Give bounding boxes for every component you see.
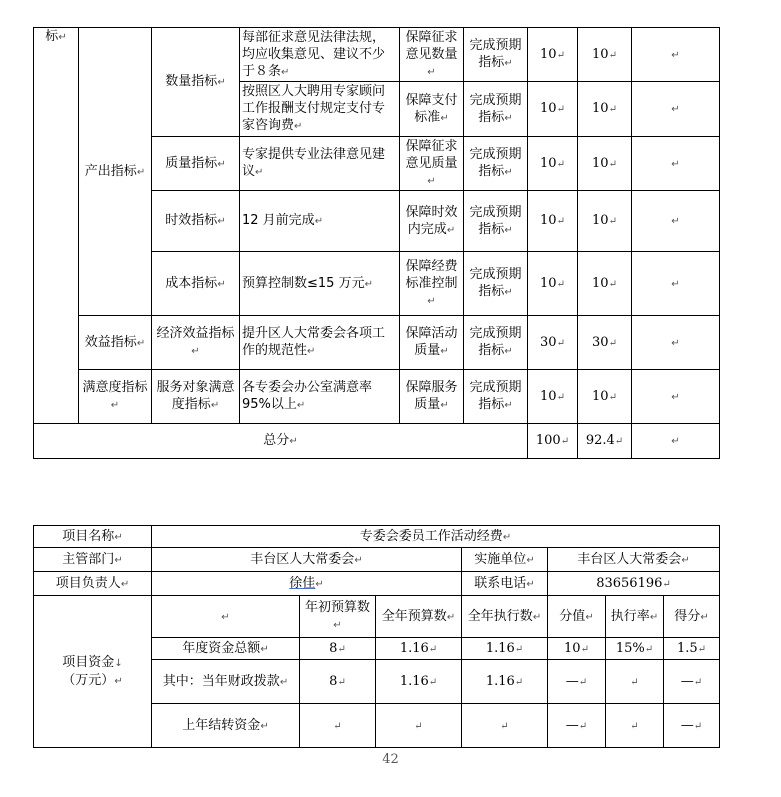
level3-indicator-cost: 成本指标↵ <box>152 252 240 316</box>
indicator-basis: 保障服务质量↵ <box>400 370 464 424</box>
indicator-target: 完成预期指标↵ <box>464 370 528 424</box>
funds-rate: ↵ <box>606 660 664 704</box>
owner-value: 徐佳↵ <box>152 572 462 596</box>
funds-score: 1.5↵ <box>664 638 720 660</box>
indicator-score: 10↵ <box>578 82 632 137</box>
indicator-note: ↵ <box>632 316 720 370</box>
funds-score: —↵ <box>664 704 720 748</box>
header-rate: 执行率↵ <box>606 596 664 638</box>
funds-budget-full: ↵ <box>376 704 462 748</box>
indicator-weight: 10↵ <box>528 252 578 316</box>
total-weight: 100↵ <box>528 424 578 459</box>
indicator-content: 各专委会办公室满意率 95%以上↵ <box>240 370 400 424</box>
indicator-note: ↵ <box>632 137 720 191</box>
funds-budget-start: 8↵ <box>300 660 376 704</box>
indicator-weight: 10↵ <box>528 137 578 191</box>
indicator-target: 完成预期指标↵ <box>464 316 528 370</box>
funds-exec: ↵ <box>462 704 548 748</box>
funds-score-value: —↵ <box>548 704 606 748</box>
level3-indicator-timeliness: 时效指标↵ <box>152 191 240 252</box>
indicator-basis: 保障征求意见数量↵ <box>400 28 464 82</box>
level3-indicator-economic: 经济效益指标↵ <box>152 316 240 370</box>
level3-indicator-quantity: 数量指标↵ <box>152 28 240 137</box>
total-label: 总分↵ <box>34 424 528 459</box>
indicator-target: 完成预期指标↵ <box>464 28 528 82</box>
indicator-content: 按照区人大聘用专家顾问工作报酬支付规定支付专家咨询费↵ <box>240 82 400 137</box>
funds-row-label: 年度资金总额↵ <box>152 638 300 660</box>
indicator-target: 完成预期指标↵ <box>464 137 528 191</box>
funds-label: 项目资金↓ （万元）↵ <box>34 596 152 748</box>
header-budget-start: 年初预算数↵ <box>300 596 376 638</box>
indicator-content: 12 月前完成↵ <box>240 191 400 252</box>
total-score: 92.4↵ <box>578 424 632 459</box>
funds-score-value: 10↵ <box>548 638 606 660</box>
performance-indicator-table <box>33 27 720 459</box>
level2-indicator-benefit: 效益指标↵ <box>79 316 152 370</box>
page-number: 42 <box>382 752 399 767</box>
indicator-basis: 保障征求意见质量↵ <box>400 137 464 191</box>
header-budget-full: 全年预算数↵ <box>376 596 462 638</box>
impl-label: 实施单位↵ <box>462 548 548 572</box>
level3-indicator-service-satisfaction: 服务对象满意度指标↵ <box>152 370 240 424</box>
indicator-target: 完成预期指标↵ <box>464 82 528 137</box>
header-score-value: 分值↵ <box>548 596 606 638</box>
indicator-basis: 保障支付标准↵ <box>400 82 464 137</box>
funds-score: —↵ <box>664 660 720 704</box>
header-exec: 全年执行数↵ <box>462 596 548 638</box>
indicator-note: ↵ <box>632 28 720 82</box>
funds-row-label: 其中：当年财政拨款↵ <box>152 660 300 704</box>
indicator-target: 完成预期指标↵ <box>464 252 528 316</box>
total-note: ↵ <box>632 424 720 459</box>
funds-row-label: 上年结转资金↵ <box>152 704 300 748</box>
indicator-score: 30↵ <box>578 316 632 370</box>
funds-header-blank: ↵ <box>152 596 300 638</box>
phone-label: 联系电话↵ <box>462 572 548 596</box>
level3-indicator-quality: 质量指标↵ <box>152 137 240 191</box>
funds-budget-full: 1.16↵ <box>376 660 462 704</box>
indicator-score: 10↵ <box>578 252 632 316</box>
indicator-target: 完成预期指标↵ <box>464 191 528 252</box>
indicator-weight: 10↵ <box>528 28 578 82</box>
indicator-content: 每部征求意见法律法规，均应收集意见、建议不少于８条↵ <box>240 28 400 82</box>
project-name-label: 项目名称↵ <box>34 526 152 548</box>
funds-score-value: —↵ <box>548 660 606 704</box>
level2-indicator-output: 产出指标↵ <box>79 28 152 316</box>
indicator-score: 10↵ <box>578 370 632 424</box>
funds-exec: 1.16↵ <box>462 660 548 704</box>
indicator-weight: 10↵ <box>528 191 578 252</box>
funds-budget-start: ↵ <box>300 704 376 748</box>
owner-label: 项目负责人↵ <box>34 572 152 596</box>
impl-value: 丰台区人大常委会↵ <box>548 548 720 572</box>
funds-budget-full: 1.16↵ <box>376 638 462 660</box>
level2-indicator-satisfaction: 满意度指标↵ <box>79 370 152 424</box>
indicator-note: ↵ <box>632 252 720 316</box>
header-score: 得分↵ <box>664 596 720 638</box>
indicator-content: 专家提供专业法律意见建议↵ <box>240 137 400 191</box>
indicator-score: 10↵ <box>578 191 632 252</box>
dept-label: 主管部门↵ <box>34 548 152 572</box>
indicator-basis: 保障时效内完成↵ <box>400 191 464 252</box>
indicator-score: 10↵ <box>578 28 632 82</box>
dept-value: 丰台区人大常委会↵ <box>152 548 462 572</box>
indicator-basis: 保障经费标准控制↵ <box>400 252 464 316</box>
funds-rate: 15%↵ <box>606 638 664 660</box>
indicator-content: 提升区人大常委会各项工作的规范性↵ <box>240 316 400 370</box>
indicator-note: ↵ <box>632 191 720 252</box>
level1-indicator-cell: 标↵ <box>34 28 79 424</box>
phone-value: 83656196↵ <box>548 572 720 596</box>
indicator-note: ↵ <box>632 82 720 137</box>
indicator-weight: 10↵ <box>528 370 578 424</box>
indicator-weight: 10↵ <box>528 82 578 137</box>
indicator-note: ↵ <box>632 370 720 424</box>
project-name-value: 专委会委员工作活动经费↵ <box>152 526 720 548</box>
funds-budget-start: 8↵ <box>300 638 376 660</box>
funds-rate: ↵ <box>606 704 664 748</box>
indicator-basis: 保障活动质量↵ <box>400 316 464 370</box>
project-funds-table <box>33 525 720 748</box>
indicator-weight: 30↵ <box>528 316 578 370</box>
funds-exec: 1.16↵ <box>462 638 548 660</box>
indicator-content: 预算控制数≤15 万元↵ <box>240 252 400 316</box>
indicator-score: 10↵ <box>578 137 632 191</box>
